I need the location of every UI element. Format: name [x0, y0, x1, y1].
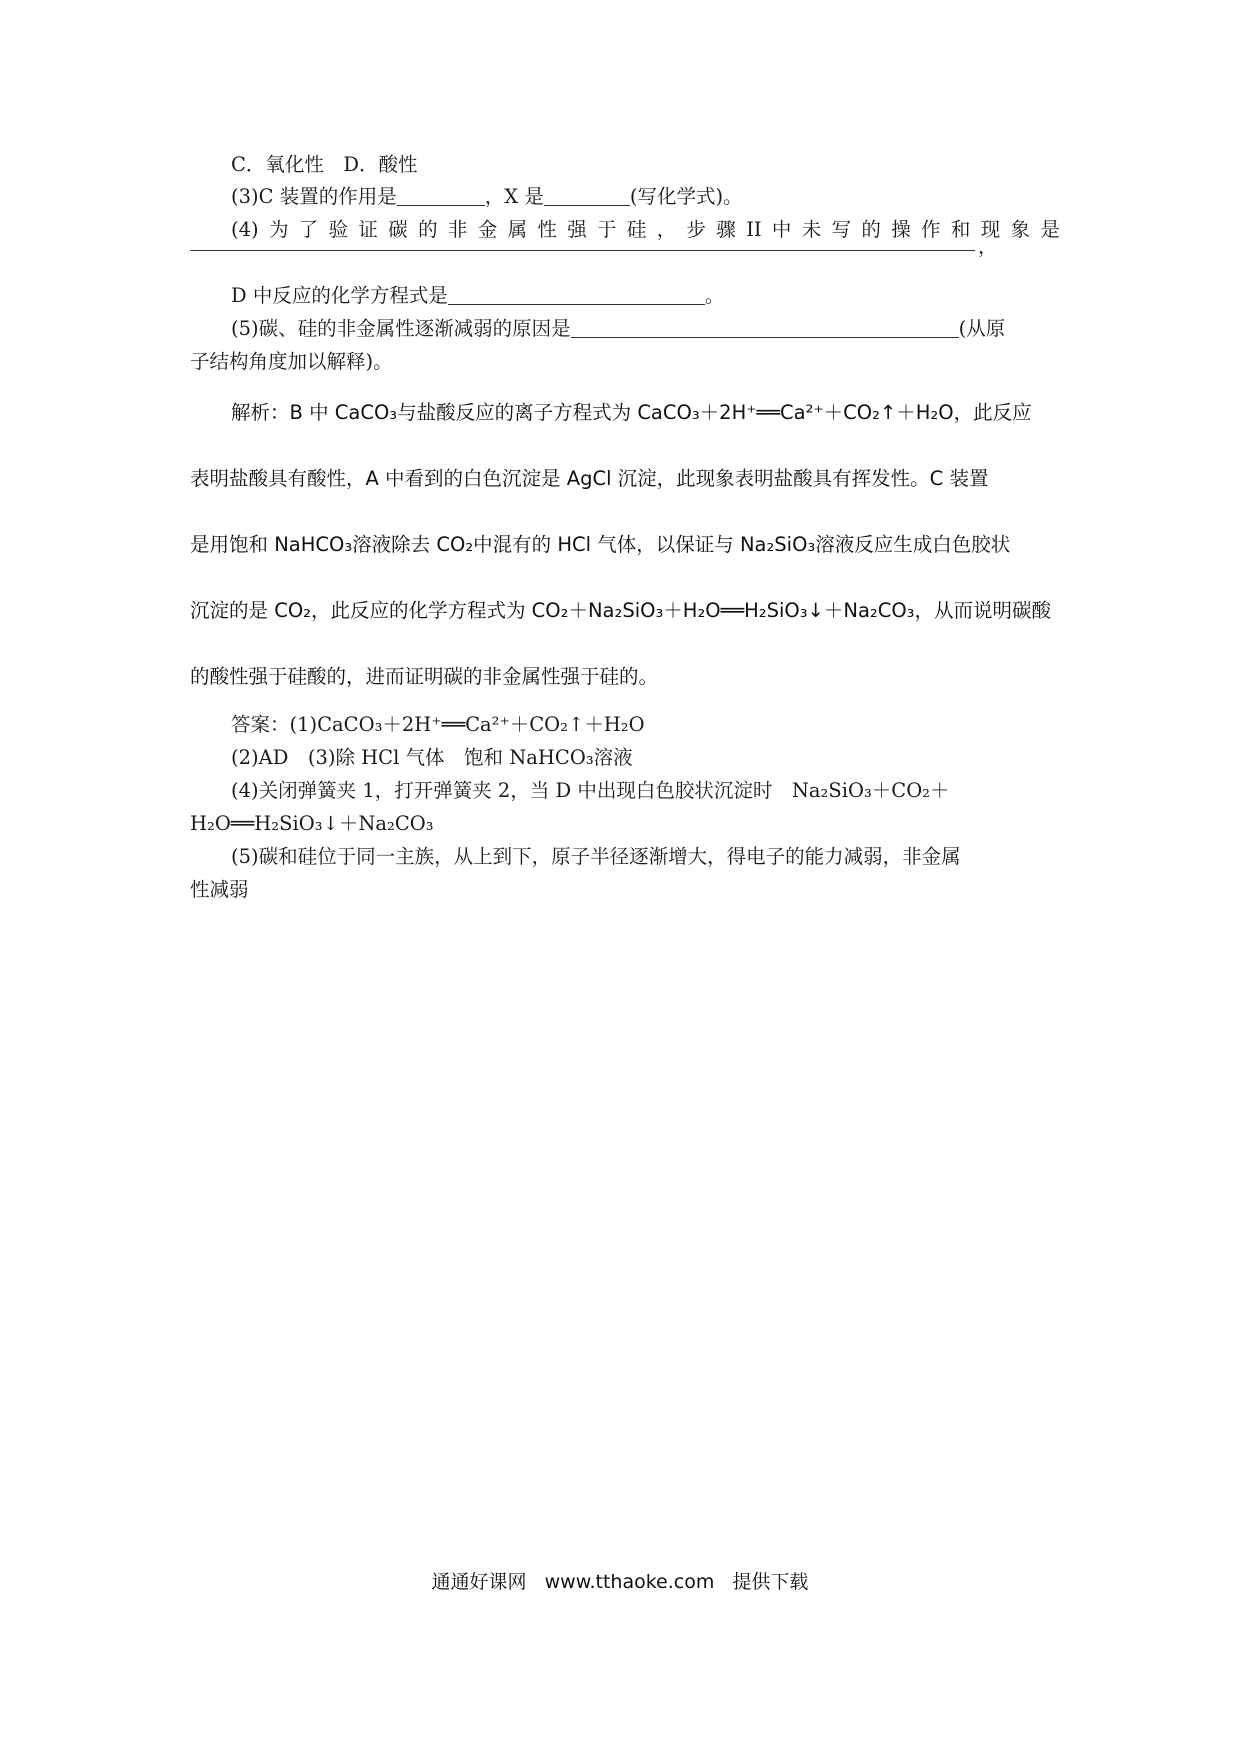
- q4-char: 的: [418, 218, 438, 241]
- answer-blank: [448, 286, 705, 305]
- q4-char: 金: [477, 218, 498, 241]
- answer-line-6: 性减弱: [190, 878, 249, 901]
- answer-line-3: (4)关闭弹簧夹 1，打开弹簧夹 2，当 D 中出现白色胶状沉淀时 Na₂SiO₃＋CO₂＋: [231, 779, 950, 802]
- q4-char: 验: [328, 218, 349, 241]
- analysis-line-3: 是用饱和 NaHCO₃溶液除去 CO₂中混有的 HCl 气体，以保证与 Na₂SiO₃溶液反应生成白色胶状: [190, 533, 1011, 556]
- q4-char: 中: [771, 218, 792, 241]
- q4-char: 为: [268, 218, 289, 241]
- q4-char: 非: [447, 218, 468, 241]
- question-3: (3)C 装置的作用是 ，X 是 (写化学式)。: [231, 185, 743, 208]
- footer-suffix: 提供下载: [732, 1571, 809, 1593]
- q4-char: 骤: [716, 218, 736, 241]
- analysis-line-2: 表明盐酸具有酸性，A 中看到的白色沉淀是 AgCl 沉淀，此现象表明盐酸具有挥发性。C 装置: [190, 467, 989, 490]
- footer-url[interactable]: www.tthaoke.com: [544, 1571, 715, 1593]
- q4-char: 操: [891, 218, 911, 241]
- footer-site-name: 通通好课网: [431, 1571, 527, 1593]
- answer-line-1: 答案：(1)CaCO₃＋2H⁺══Ca²⁺＋CO₂↑＋H₂O: [231, 713, 645, 736]
- q4-char: 了: [298, 218, 319, 241]
- q4-char: 碳: [388, 218, 408, 241]
- comma: ，: [978, 235, 998, 258]
- q4-char: 未: [801, 218, 822, 241]
- q4-char: 证: [358, 218, 378, 241]
- analysis-line-4: 沉淀的是 CO₂，此反应的化学方程式为 CO₂＋Na₂SiO₃＋H₂O══H₂SiO₃↓＋Na₂CO₃，从而说明碳酸: [190, 599, 1051, 622]
- q4-char: 作: [921, 218, 941, 241]
- options-line: C．氧化性 D．酸性: [231, 153, 418, 176]
- question-4: [231, 217, 1060, 243]
- footer: [0, 1569, 1240, 1595]
- answer-blank: [397, 187, 485, 206]
- q4-char: 步: [686, 218, 707, 241]
- q4-char: 性: [537, 218, 557, 241]
- answer-line-4: H₂O══H₂SiO₃↓＋Na₂CO₃: [190, 812, 434, 835]
- q4-char: 硅: [626, 218, 647, 241]
- q4-char: 写: [831, 218, 852, 241]
- q4-char: 属: [507, 218, 528, 241]
- q4-char: 象: [1010, 218, 1031, 241]
- q4-char: 和: [950, 218, 971, 241]
- q4-char: 强: [567, 218, 587, 241]
- answer-line-2: (2)AD (3)除 HCl 气体 饱和 NaHCO₃溶液: [231, 746, 633, 769]
- question-5-cont: 子结构角度加以解释)。: [190, 350, 393, 373]
- question-5: (5)碳、硅的非金属性逐渐减弱的原因是 (从原: [231, 317, 1006, 340]
- q4-char: 现: [980, 218, 1001, 241]
- answer-line-5: (5)碳和硅位于同一主族，从上到下，原子半径逐渐增大，得电子的能力减弱，非金属: [231, 845, 961, 868]
- analysis-line-5: 的酸性强于硅酸的，进而证明碳的非金属性强于硅的。: [190, 665, 659, 688]
- answer-blank-line: [190, 250, 975, 251]
- q4-char: (4): [231, 218, 259, 241]
- question-4-d: D 中反应的化学方程式是 。: [231, 284, 725, 307]
- q4-char: 是: [1040, 218, 1060, 241]
- q4-char: II: [746, 218, 762, 241]
- answer-blank: [544, 187, 630, 206]
- answer-blank: [571, 319, 959, 338]
- q4-char: 于: [597, 218, 617, 241]
- q4-char: 的: [861, 218, 881, 241]
- q4-char: ，: [656, 218, 677, 241]
- analysis-line-1: 解析：B 中 CaCO₃与盐酸反应的离子方程式为 CaCO₃＋2H⁺══Ca²⁺＋CO₂↑＋H₂O，此反应: [231, 401, 1032, 424]
